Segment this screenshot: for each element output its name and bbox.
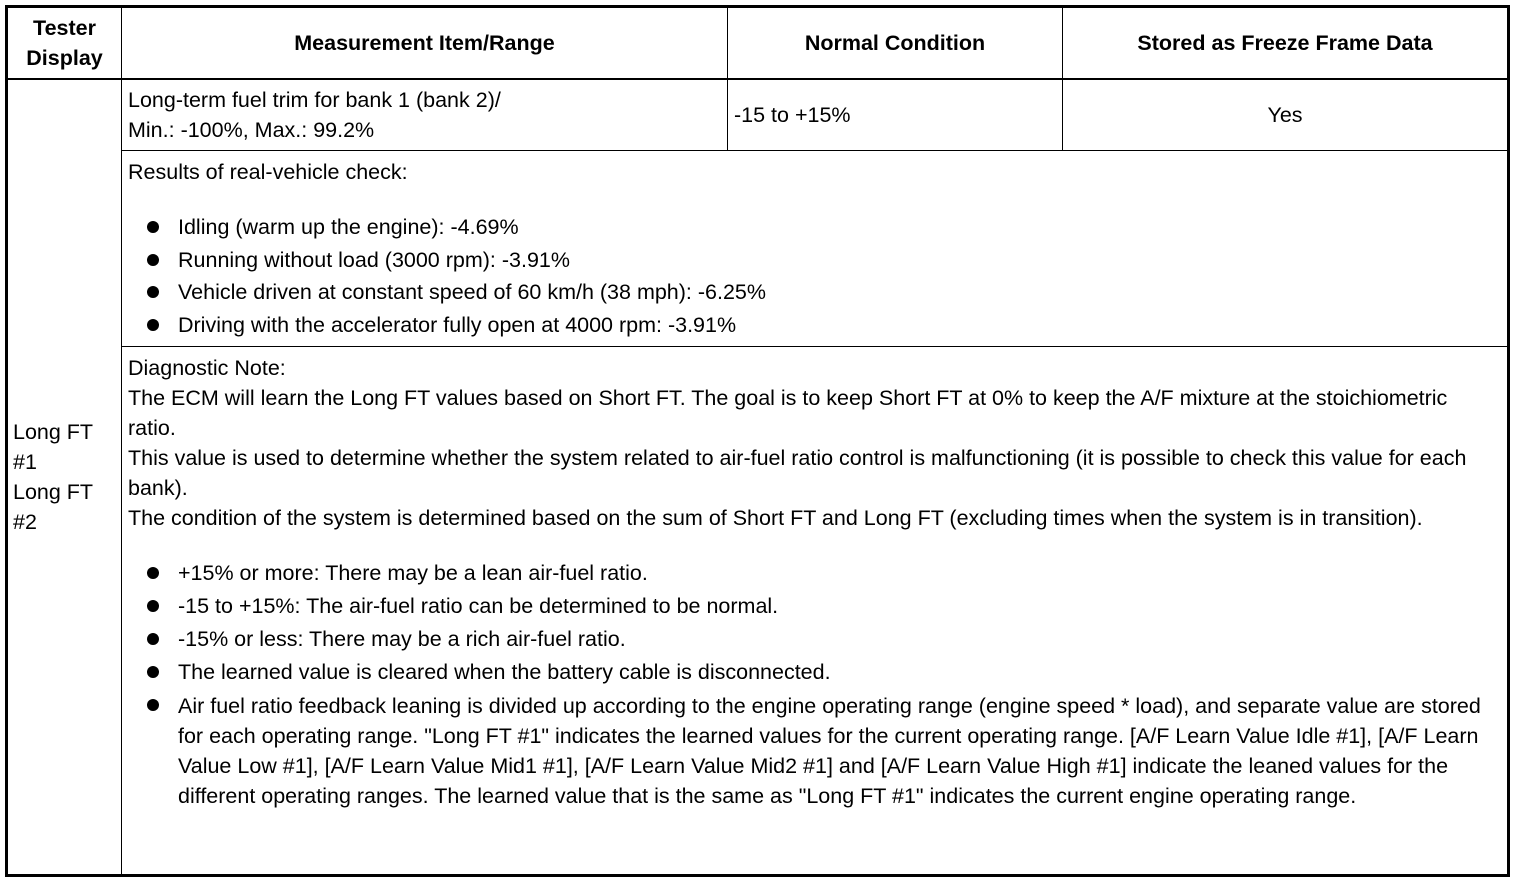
header-normal-condition: Normal Condition [728,7,1063,79]
tester-line: #1 [13,449,37,474]
measurement-line: Min.: -100%, Max.: 99.2% [128,117,375,142]
list-item: The learned value is cleared when the battery cable is disconnected. [178,656,1501,689]
note-paragraph: The condition of the system is determined based on the sum of Short FT and Long FT (excluding times when the system is in transition). [128,506,1423,530]
note-list [128,557,1501,811]
list-item: -15 to +15%: The air-fuel ratio can be determined to be normal. [178,590,1501,623]
header-measurement-item: Measurement Item/Range [122,7,728,79]
results-title: Results of real-vehicle check: [128,160,408,184]
list-item: Air fuel ratio feedback leaning is divided up according to the engine operating range (engine speed * load), and separate value are stored for each operating range. "Long FT #1" indicates the learned values for the current operating range. [A/F Learn Value Idle #1], [A/F Learn Value Low #1], [A/F Learn Value Mid1 #1], [A/F Learn Value Mid2 #1] and [A/F Learn Value High #1] indicate the leaned values for the different operating ranges. The learned value that is the same as "Long FT #1" indicates the current engine operating range. [178,689,1501,811]
tester-line: Long FT [13,479,94,504]
note-paragraph: The ECM will learn the Long FT values based on Short FT. The goal is to keep Short FT at 0% to keep the A/F mixture at the stoichiometric ratio. [128,386,1448,440]
list-item: Idling (warm up the engine): -4.69% [178,211,1501,244]
list-item: -15% or less: There may be a rich air-fuel ratio. [178,623,1501,656]
list-item: +15% or more: There may be a lean air-fuel ratio. [178,557,1501,590]
results-list [128,211,1501,341]
tester-line: Long FT [13,419,94,444]
results-cell [122,151,1509,347]
tester-line: #2 [13,509,37,534]
list-item: Driving with the accelerator fully open at 4000 rpm: -3.91% [178,309,1501,342]
freeze-frame-cell: Yes [1063,79,1509,151]
diagnostic-note-cell [122,347,1509,876]
table-row [7,347,1509,876]
header-tester-display: Tester Display [7,7,122,79]
note-title: Diagnostic Note: [128,356,286,380]
list-item: Running without load (3000 rpm): -3.91% [178,244,1501,277]
normal-condition-cell: -15 to +15% [728,79,1063,151]
measurement-cell [122,79,728,151]
table-row [7,79,1509,151]
table-header-row [7,7,1509,79]
note-paragraph: This value is used to determine whether the system related to air-fuel ratio control is malfunctioning (it is possible to check this value for each bank). [128,446,1467,500]
freeze-frame-table [5,5,1510,877]
tester-display-cell [7,79,122,876]
measurement-line: Long-term fuel trim for bank 1 (bank 2)/ [128,87,501,112]
header-freeze-frame: Stored as Freeze Frame Data [1063,7,1509,79]
list-item: Vehicle driven at constant speed of 60 km/h (38 mph): -6.25% [178,276,1501,309]
table-row [7,151,1509,347]
